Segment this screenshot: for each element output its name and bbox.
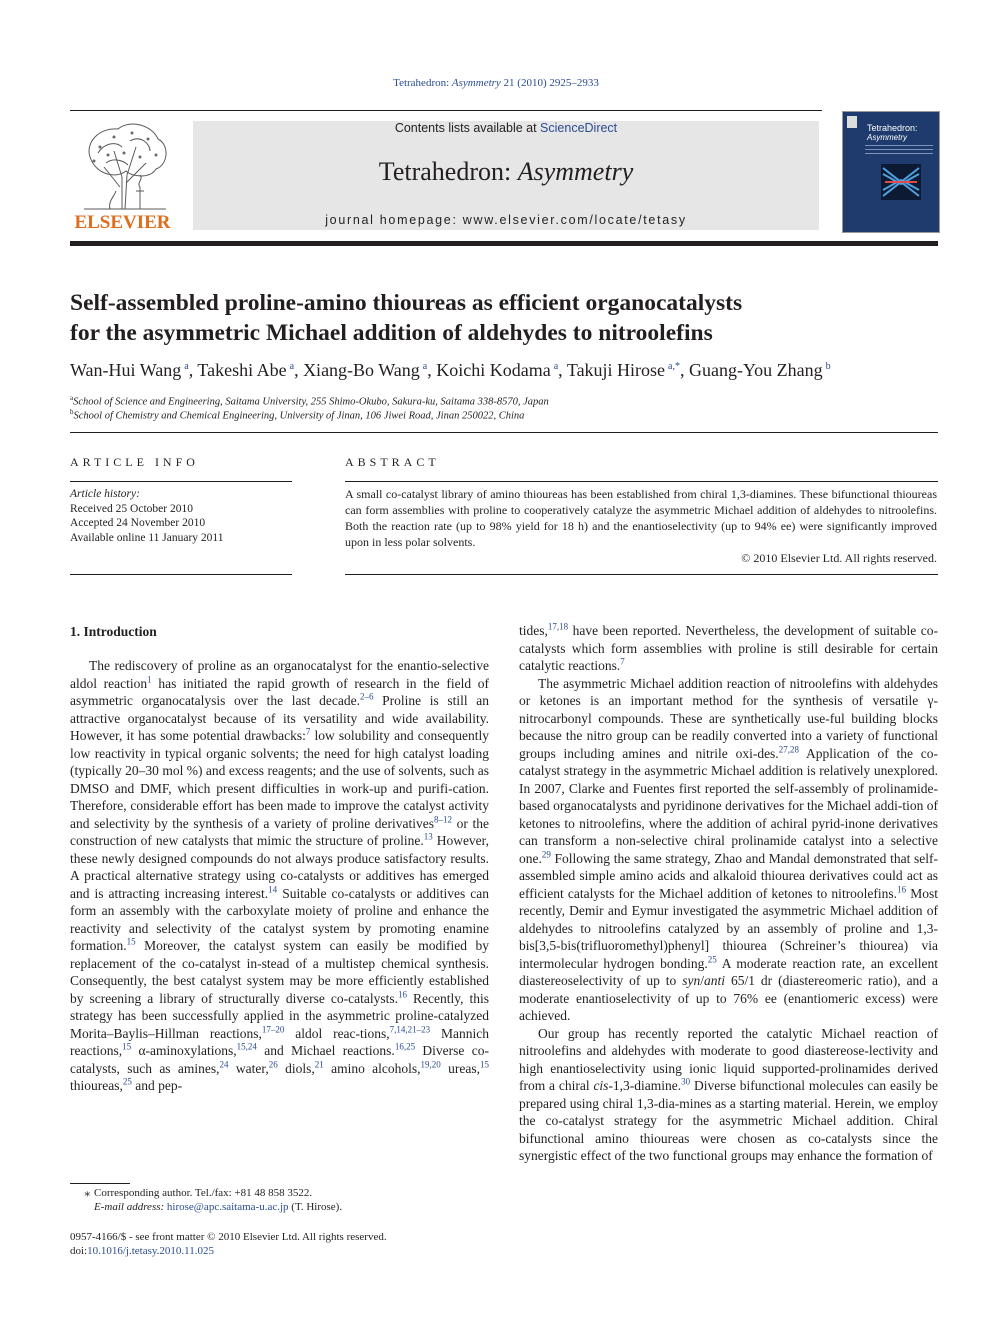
author-name[interactable]: Guang-You Zhang: [689, 360, 823, 380]
cover-title-line1: Tetrahedron:: [867, 123, 918, 133]
author-separator: ,: [188, 360, 198, 380]
body-paragraph: The rediscovery of proline as an organocatalyst for the enantio-selective aldol reaction$^1$ has initiated the rapid growth of research in the field of asymmetric organocatalysis over the last decade.$^{2-6}$ Proline is still an attractive organocatalyst because of its versatility and wide availability. However, it has some potential drawbacks:$^7$ low solubility and consequently low reactivity in typical organic solvents; the need for high catalyst loading (typically 20–30 mol %) and excess reagents; and the use of solvents, such as DMSO and DMF, which present difficulties in work-up and purifi-cation. Therefore, considerable effort has been made to improve the catalyst activity and selectivity by the synthesis of a variety of proline derivatives$^{8-12}$ or the construction of new catalysts that mimic the structure of proline.$^{13}$ However, these newly designed compounds do not always produce satisfactory results. A practical alternative strategy using co-catalysts or additives has emerged and is attracting increasing interest.$^{14}$ Suitable co-catalysts or additives can form an assembly with the carboxylate moiety of proline and enhance the reactivity and selectivity of the catalyst system by promoting enamine formation.$^{15}$ Moreover, the catalyst system can easily be modified by replacement of the co-catalyst in-stead of a multistep chemical synthesis. Consequently, the best catalyst system may be more efficiently established by screening a library of structurally diverse co-catalysts.$^{16}$ Recently, this strategy has been successfully applied in the asymmetric proline-catalyzed Morita–Baylis–Hillman reactions,$^{17-20}$ aldol reac-tions,$^{7,14,21-23}$ Mannich reactions,$^{15}$ α-aminoxylations,$^{15,24}$ and Michael reactions.$^{16,25}$ Diverse co-catalysts, such as amines,$^{24}$ water,$^{26}$ diols,$^{21}$ amino alcohols,$^{19,20}$ ureas,$^{15}$ thioureas,$^{25}$ and pep-: [70, 658, 490, 1093]
italic-term: syn: [682, 973, 701, 988]
reference-citation[interactable]: 30: [681, 1076, 691, 1087]
contents-line: [193, 121, 819, 135]
journal-citation[interactable]: [0, 77, 992, 89]
reference-citation[interactable]: 16,25: [394, 1041, 416, 1052]
body-paragraph: tides,$^{17,18}$ have been reported. Nevertheless, the development of suitable co-catalysts which form assemblies with proline is still desirable for certain catalytic reactions.$^7$: [519, 621, 938, 673]
affiliation-marker: b: [70, 408, 74, 416]
abstract-bottom-rule: [345, 574, 938, 575]
email-note: [94, 1201, 342, 1213]
abstract-copyright: © 2010 Elsevier Ltd. All rights reserved.: [741, 551, 937, 565]
reference-citation[interactable]: 2–6: [359, 691, 374, 702]
author-affiliation-marker[interactable]: a: [184, 361, 189, 372]
reference-citation[interactable]: 7,14,21–23: [389, 1024, 431, 1034]
italic-term: cis: [593, 1078, 609, 1093]
doi-label: doi:: [70, 1245, 88, 1257]
corresponding-author-text: Corresponding author. Tel./fax: +81 48 858 3522.: [94, 1187, 313, 1199]
cover-elsevier-mark: [847, 116, 857, 128]
article-history-label: Article history:: [70, 488, 140, 500]
reference-citation[interactable]: 1: [147, 674, 152, 684]
article-history: [70, 487, 290, 545]
body-paragraph: Our group has recently reported the catalytic Michael reaction of nitroolefins and aldehydes with moderate to good diastereose-lectivity and high enantioselectivity using ionic liquid supported-prolinamides derived from a chiral cis-1,3-diamine.$^{30}$ Diverse bifunctional molecules can easily be prepared using chiral 1,3-dia-mines as a starting material. Herein, we employ the co-catalyst strategy for the asymmetric Michael addition. Chiral bifunctional amino thioureas were chosen as co-catalysts since the synergistic effect of the two functional groups may enhance the formation of: [519, 1025, 939, 1163]
contents-prefix: Contents lists available at: [394, 121, 541, 135]
article-title-line1: Self-assembled proline-amino thioureas as efficient organocatalysts: [70, 290, 743, 316]
author-separator: ,: [294, 360, 304, 380]
abstract-top-rule: [345, 481, 938, 482]
author-name[interactable]: Wan-Hui Wang: [70, 360, 182, 380]
reference-citation[interactable]: 16: [398, 989, 407, 999]
header-top-rule: [70, 110, 822, 111]
reference-citation[interactable]: 17,18: [547, 621, 569, 632]
header-bottom-rule: [70, 241, 938, 246]
body-paragraph: The asymmetric Michael addition reaction of nitroolefins with aldehydes or ketones is an important method for the synthesis of versatile γ-nitrocarbonyl compounds. These are synthetically use-ful building blocks because the nitro group can be readily converted into a variety of functional groups including amines and nitrile oxi-des.$^{27,28}$ Application of the co-catalyst strategy in the asymmetric Michael addition is relatively unexplored. In 2007, Clarke and Fuentes first reported the self-assembly of prolinamide-based organocatalysts and pyridinone derivatives for the Michael addi-tion of ketones to nitroolefins, where the addition of achiral pyrid-inone derivatives can transform a non-selective chiral prolinamide catalyst into a selective one.$^{29}$ Following the same strategy, Zhao and Mandal demonstrated that self-assembled simple amino acids and alkaloid thiourea derivatives could act as efficient catalysts for the Michael addition of ketones to nitroolefins.$^{16}$ Most recently, Demir and Eymur investigated the asymmetric Michael addition of aldehydes to nitroolefins catalyzed by an assembly of proline and 1,3-bis[3,5-bis(trifluoromethyl)phenyl] thiourea (Schreiner’s thiourea) via intermolecular hydrogen bonding.$^{25}$ A moderate reaction rate, an excellent diastereoselectivity of up to syn/anti 65/1 dr (diastereomeric ratio), and a moderate enantioselectivity of up to 76% ee (enantiomeric excess) were achieved.: [519, 675, 939, 1023]
affiliation-b: [70, 408, 524, 422]
corresponding-author-note: [70, 1186, 312, 1199]
cover-text-block: [865, 142, 933, 162]
affiliation-a: [70, 394, 549, 408]
issn-line: 0957-4166/$ - see front matter © 2010 Elsevier Ltd. All rights reserved.: [70, 1231, 387, 1243]
sciencedirect-link[interactable]: ScienceDirect: [540, 121, 618, 135]
author-affiliation-marker[interactable]: a,*: [668, 361, 680, 372]
reference-citation[interactable]: 16: [897, 884, 907, 894]
journal-title-plain: Tetrahedron:: [378, 157, 518, 186]
journal-cover-thumbnail[interactable]: [842, 111, 940, 233]
reference-citation[interactable]: 15: [126, 936, 136, 947]
author-affiliation-marker[interactable]: a: [422, 361, 428, 372]
reference-citation[interactable]: 19,20: [420, 1059, 441, 1069]
author-list: [70, 360, 950, 381]
author-name[interactable]: Xiang-Bo Wang: [303, 360, 420, 380]
abstract-text: A small co-catalyst library of amino thioureas has been established from chiral 1,3-diamines. These bifunctional thioureas can form assemblies with proline to cooperatively catalyze the asymmetric Michael addition of aldehydes to nitroolefins. Both the reaction rate (up to 98% yield for 18 h) and the enantioselectivity (up to 94% ee) were significantly improved upon in less polar solvents.: [345, 487, 937, 549]
journal-title-italic: Asymmetry: [517, 157, 634, 186]
affiliation-divider: [70, 432, 938, 433]
accepted-date: Accepted 24 November 2010: [70, 517, 206, 529]
reference-citation[interactable]: 13: [423, 831, 433, 842]
reference-citation[interactable]: 24: [219, 1059, 229, 1069]
elsevier-wordmark: ELSEVIER: [74, 212, 171, 233]
reference-citation[interactable]: 14: [268, 884, 278, 894]
received-date: Received 25 October 2010: [70, 502, 193, 515]
reference-citation[interactable]: 7: [305, 726, 311, 737]
author-separator: ,: [558, 360, 567, 380]
cover-artwork-image: [881, 164, 921, 200]
reference-citation[interactable]: 25: [707, 954, 717, 964]
italic-term: anti: [704, 973, 726, 988]
reference-citation[interactable]: 29: [541, 849, 551, 859]
email-label: E-mail address:: [94, 1201, 167, 1213]
reference-citation[interactable]: 17–20: [261, 1024, 285, 1034]
author-separator: ,: [427, 360, 437, 380]
article-info-heading: ARTICLE INFO: [70, 455, 199, 469]
reference-citation[interactable]: 15,24: [236, 1041, 257, 1052]
cover-title-line2: Asymmetry: [867, 133, 907, 142]
reference-citation[interactable]: 27,28: [778, 744, 799, 754]
reference-citation[interactable]: 26: [268, 1059, 278, 1069]
section-heading-introduction: 1. Introduction: [70, 624, 157, 639]
reference-citation[interactable]: 15: [480, 1059, 490, 1069]
author-affiliation-marker[interactable]: b: [825, 361, 831, 372]
doi-link[interactable]: 10.1016/j.tetasy.2010.11.025: [87, 1245, 215, 1257]
reference-citation[interactable]: 25: [122, 1076, 132, 1087]
reference-citation[interactable]: 21: [314, 1059, 324, 1069]
author-name[interactable]: Takuji Hirose: [566, 360, 666, 380]
cover-title: [867, 124, 918, 142]
article-title-line2: for the asymmetric Michael addition of aldehydes to nitroolefins: [70, 320, 713, 346]
article-info-top-rule: [70, 481, 292, 482]
footnote-rule: [70, 1183, 130, 1184]
author-name[interactable]: Koichi Kodama: [436, 360, 551, 380]
affiliation-marker: a: [70, 394, 74, 402]
reference-citation[interactable]: 15: [122, 1041, 132, 1052]
article-info-bottom-rule: [70, 574, 292, 575]
journal-homepage[interactable]: journal homepage: www.elsevier.com/locate/tetasy: [325, 213, 687, 227]
email-link[interactable]: hirose@apc.saitama-u.ac.jp: [166, 1201, 289, 1213]
footnote-star: ⁎: [84, 1187, 90, 1199]
body-column-left: [70, 657, 489, 1095]
author-separator: ,: [680, 360, 689, 380]
author-affiliation-marker[interactable]: a: [553, 361, 559, 372]
citation-volume-pages: 21 (2010) 2925–2933: [500, 77, 599, 89]
journal-title: [193, 157, 819, 187]
author-name[interactable]: Takeshi Abe: [197, 360, 287, 380]
citation-journal: Tetrahedron:: [393, 77, 452, 89]
affiliation-text: School of Science and Engineering, Saitama University, 255 Shimo-Okubo, Sakura-ku, Saitama 338-8570, Japan: [73, 396, 549, 408]
abstract-heading: ABSTRACT: [345, 455, 440, 469]
email-suffix: (T. Hirose).: [288, 1201, 343, 1213]
reference-citation[interactable]: 7: [620, 656, 625, 667]
reference-citation[interactable]: 8–12: [434, 814, 453, 824]
online-date: Available online 11 January 2011: [70, 531, 224, 544]
author-affiliation-marker[interactable]: a: [289, 361, 295, 372]
citation-journal-italic: Asymmetry: [451, 77, 501, 89]
affiliation-text: School of Chemistry and Chemical Engineering, University of Jinan, 106 Jiwei Road, Jinan 250022, China: [73, 410, 525, 422]
article-title: [70, 288, 930, 348]
doi-line: [70, 1245, 214, 1257]
body-column-right: [519, 622, 938, 1165]
